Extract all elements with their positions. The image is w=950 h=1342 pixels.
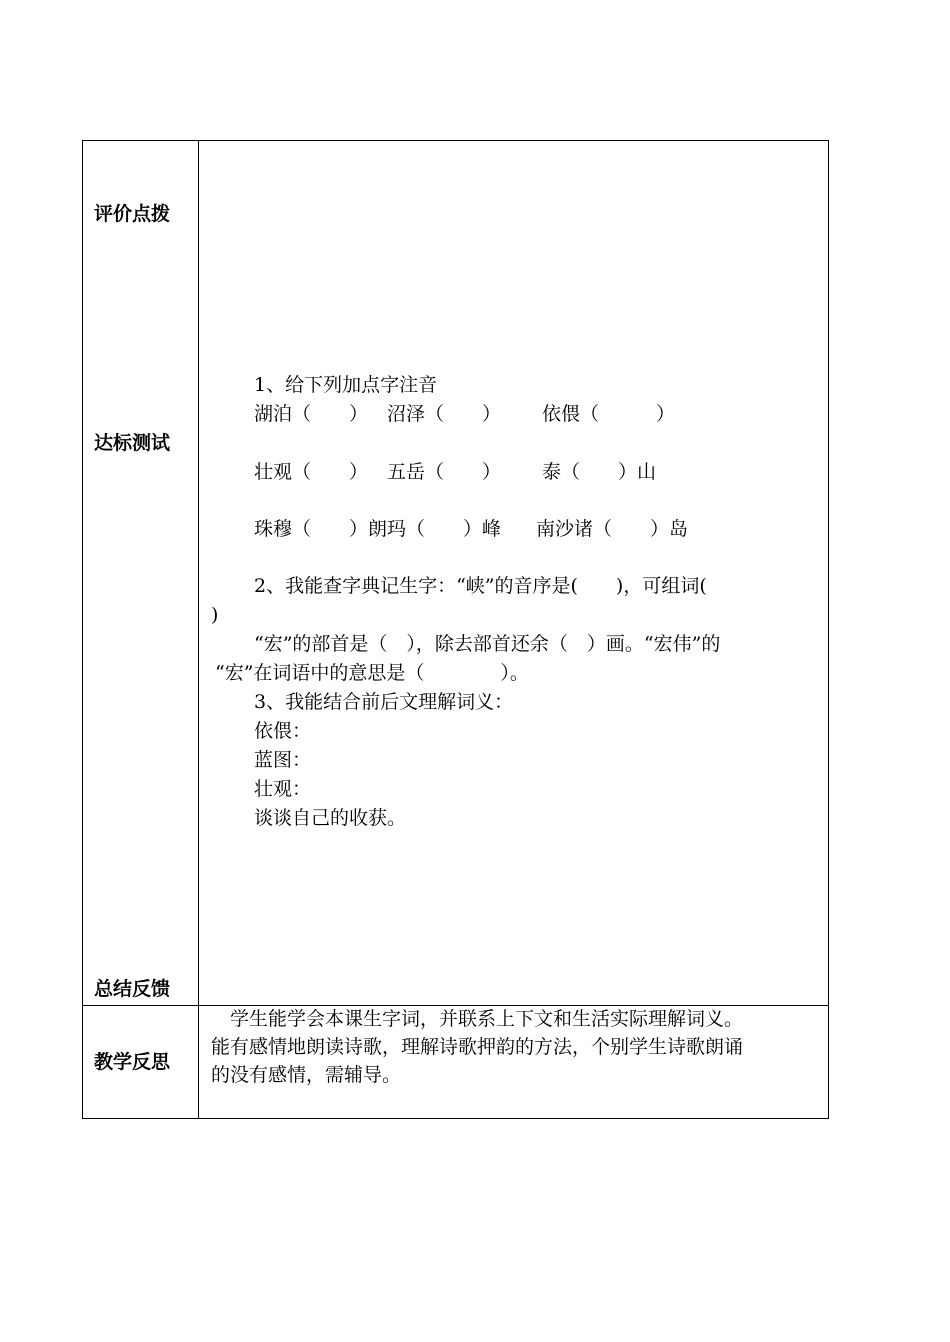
label-evaluation: 评价点拨 <box>94 203 171 225</box>
q1-title: 1、给下列加点字注音 <box>254 374 438 396</box>
label-test: 达标测试 <box>94 432 171 454</box>
q3-item-3: 壮观： <box>254 778 312 800</box>
q1-line2-c: 泰（ ）山 <box>542 461 657 483</box>
reflection-line-2: 能有感情地朗读诗歌，理解诗歌押韵的方法，个别学生诗歌朗诵 <box>211 1036 744 1058</box>
q3-item-1: 依偎： <box>254 720 312 742</box>
q2-line1-cont: ) <box>211 604 219 626</box>
q3-item-2: 蓝图： <box>254 749 312 771</box>
q3-title: 3、我能结合前后文理解词义： <box>254 691 514 713</box>
q2-line2: “宏”的部首是（ ），除去部首还余（ ）画。“宏伟”的 <box>254 633 721 655</box>
q4-harvest: 谈谈自己的收获。 <box>254 807 407 829</box>
q2-line1: 2、我能查字典记生字：“峡”的音序是( )，可组词( <box>254 575 707 597</box>
lesson-table <box>82 140 829 1119</box>
q1-line2-b: 五岳（ ） <box>387 461 502 483</box>
q1-line1-a: 湖泊（ ） <box>254 403 369 425</box>
q1-line2-a: 壮观（ ） <box>254 461 369 483</box>
reflection-text <box>211 1005 823 1089</box>
column-divider <box>198 141 199 1118</box>
q2-line3: “宏”在词语中的意思是（ ）。 <box>215 662 529 684</box>
label-reflection: 教学反思 <box>94 1051 171 1073</box>
q1-line1-b: 沼泽（ ） <box>387 403 502 425</box>
reflection-line-1: 学生能学会本课生字词，并联系上下文和生活实际理解词义。 <box>211 1008 744 1030</box>
q1-line3-b: 南沙诸（ ）岛 <box>536 518 689 540</box>
q1-line3-a: 珠穆（ ）朗玛（ ）峰 <box>254 518 502 540</box>
q1-line1-c: 依偎（ ） <box>542 403 676 425</box>
reflection-line-3: 的没有感情，需辅导。 <box>211 1064 402 1086</box>
label-summary: 总结反馈 <box>94 978 171 1000</box>
